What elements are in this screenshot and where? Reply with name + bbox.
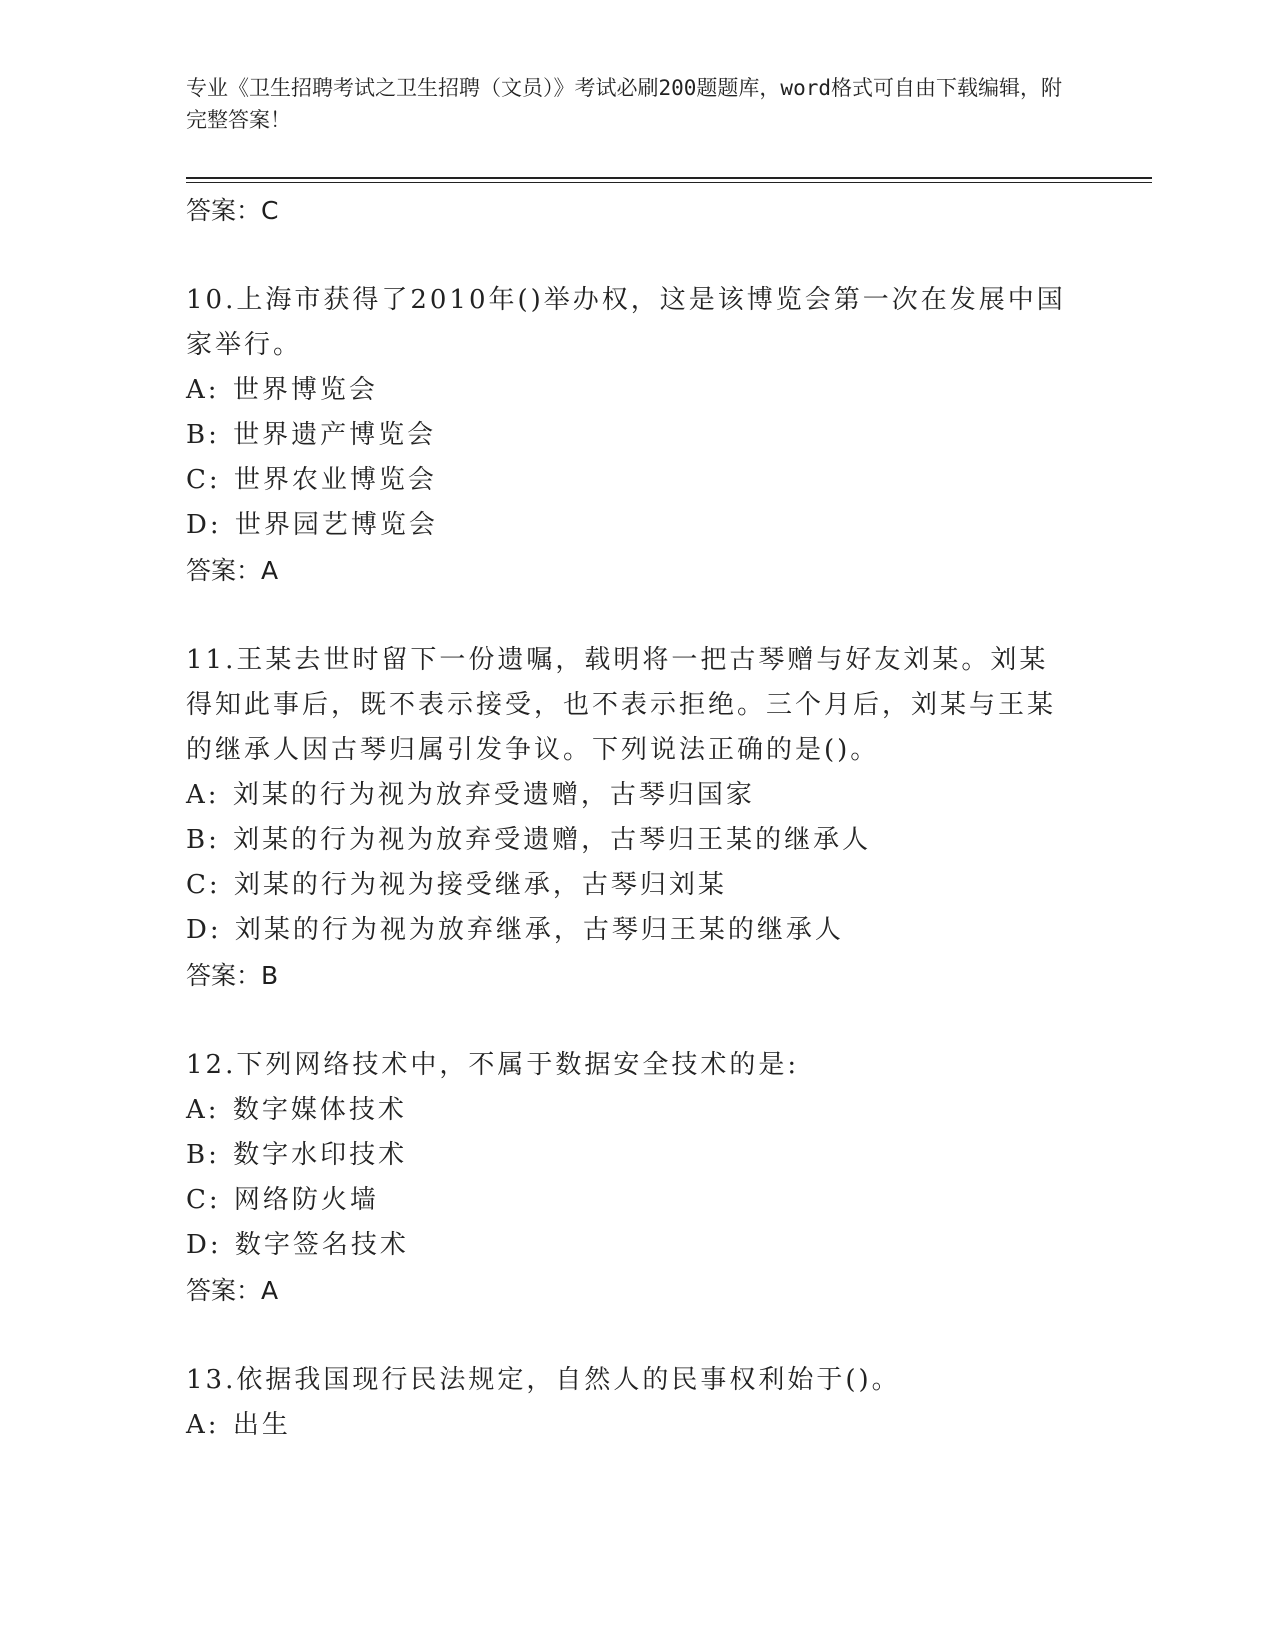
option-text: 刘某的行为视为放弃受遗赠，古琴归国家 bbox=[232, 780, 755, 810]
question-block bbox=[186, 1043, 1086, 1313]
question-list bbox=[186, 188, 1086, 1448]
option-key: D: bbox=[186, 1230, 222, 1260]
answer-line: 答案：A bbox=[186, 1276, 279, 1305]
option-c bbox=[186, 1178, 1086, 1223]
option-text: 出生 bbox=[232, 1410, 291, 1440]
option-key: C: bbox=[186, 870, 221, 900]
option-key: C: bbox=[186, 465, 221, 495]
question-text: 13.依据我国现行民法规定，自然人的民事权利始于()。 bbox=[186, 1365, 901, 1395]
option-text: 刘某的行为视为放弃受遗赠，古琴归王某的继承人 bbox=[233, 825, 872, 855]
option-text: 刘某的行为视为放弃继承，古琴归王某的继承人 bbox=[234, 915, 844, 945]
question-block bbox=[186, 278, 1086, 593]
option-key: B: bbox=[186, 420, 220, 450]
option-text: 刘某的行为视为接受继承，古琴归刘某 bbox=[233, 870, 727, 900]
option-key: B: bbox=[186, 825, 220, 855]
previous-answer: 答案：C bbox=[186, 196, 279, 225]
option-a bbox=[186, 368, 1086, 413]
option-key: A: bbox=[186, 375, 220, 405]
option-text: 世界博览会 bbox=[232, 375, 378, 405]
option-b bbox=[186, 818, 1086, 863]
question-block bbox=[186, 638, 1086, 998]
option-c bbox=[186, 863, 1086, 908]
question-text: 12.下列网络技术中，不属于数据安全技术的是: bbox=[186, 1050, 800, 1080]
spacer bbox=[186, 233, 1086, 278]
option-key: A: bbox=[186, 1410, 220, 1440]
option-a bbox=[186, 1088, 1086, 1133]
option-b bbox=[186, 1133, 1086, 1178]
option-text: 世界遗产博览会 bbox=[233, 420, 437, 450]
answer-line: 答案：A bbox=[186, 556, 279, 585]
option-text: 数字水印技术 bbox=[233, 1140, 408, 1170]
option-c bbox=[186, 458, 1086, 503]
option-d bbox=[186, 1223, 1086, 1268]
question-text: 11.王某去世时留下一份遗嘱，载明将一把古琴赠与好友刘某。刘某得知此事后，既不表示接受，也不表示拒绝。三个月后，刘某与王某的继承人因古琴归属引发争议。下列说法正确的是()。 bbox=[186, 645, 1057, 765]
header-divider-thin bbox=[186, 182, 1152, 183]
answer-line: 答案：B bbox=[186, 961, 279, 990]
spacer bbox=[186, 1313, 1086, 1358]
header-divider-thick bbox=[186, 177, 1152, 179]
option-a bbox=[186, 773, 1086, 818]
question-text: 10.上海市获得了2010年()举办权，这是该博览会第一次在发展中国家举行。 bbox=[186, 285, 1066, 360]
option-text: 世界农业博览会 bbox=[233, 465, 437, 495]
option-d bbox=[186, 908, 1086, 953]
option-key: C: bbox=[186, 1185, 221, 1215]
option-key: B: bbox=[186, 1140, 220, 1170]
question-block bbox=[186, 1358, 1086, 1448]
option-a bbox=[186, 1403, 1086, 1448]
option-key: D: bbox=[186, 915, 222, 945]
option-d bbox=[186, 503, 1086, 548]
option-b bbox=[186, 413, 1086, 458]
option-key: D: bbox=[186, 510, 222, 540]
option-text: 数字签名技术 bbox=[234, 1230, 409, 1260]
option-text: 数字媒体技术 bbox=[232, 1095, 407, 1125]
option-key: A: bbox=[186, 1095, 220, 1125]
option-text: 世界园艺博览会 bbox=[234, 510, 438, 540]
spacer bbox=[186, 998, 1086, 1043]
document-header: 专业《卫生招聘考试之卫生招聘（文员）》考试必刷200题题库，word格式可自由下载编辑，附完整答案！ bbox=[186, 76, 1062, 132]
option-key: A: bbox=[186, 780, 220, 810]
option-text: 网络防火墙 bbox=[233, 1185, 379, 1215]
spacer bbox=[186, 593, 1086, 638]
